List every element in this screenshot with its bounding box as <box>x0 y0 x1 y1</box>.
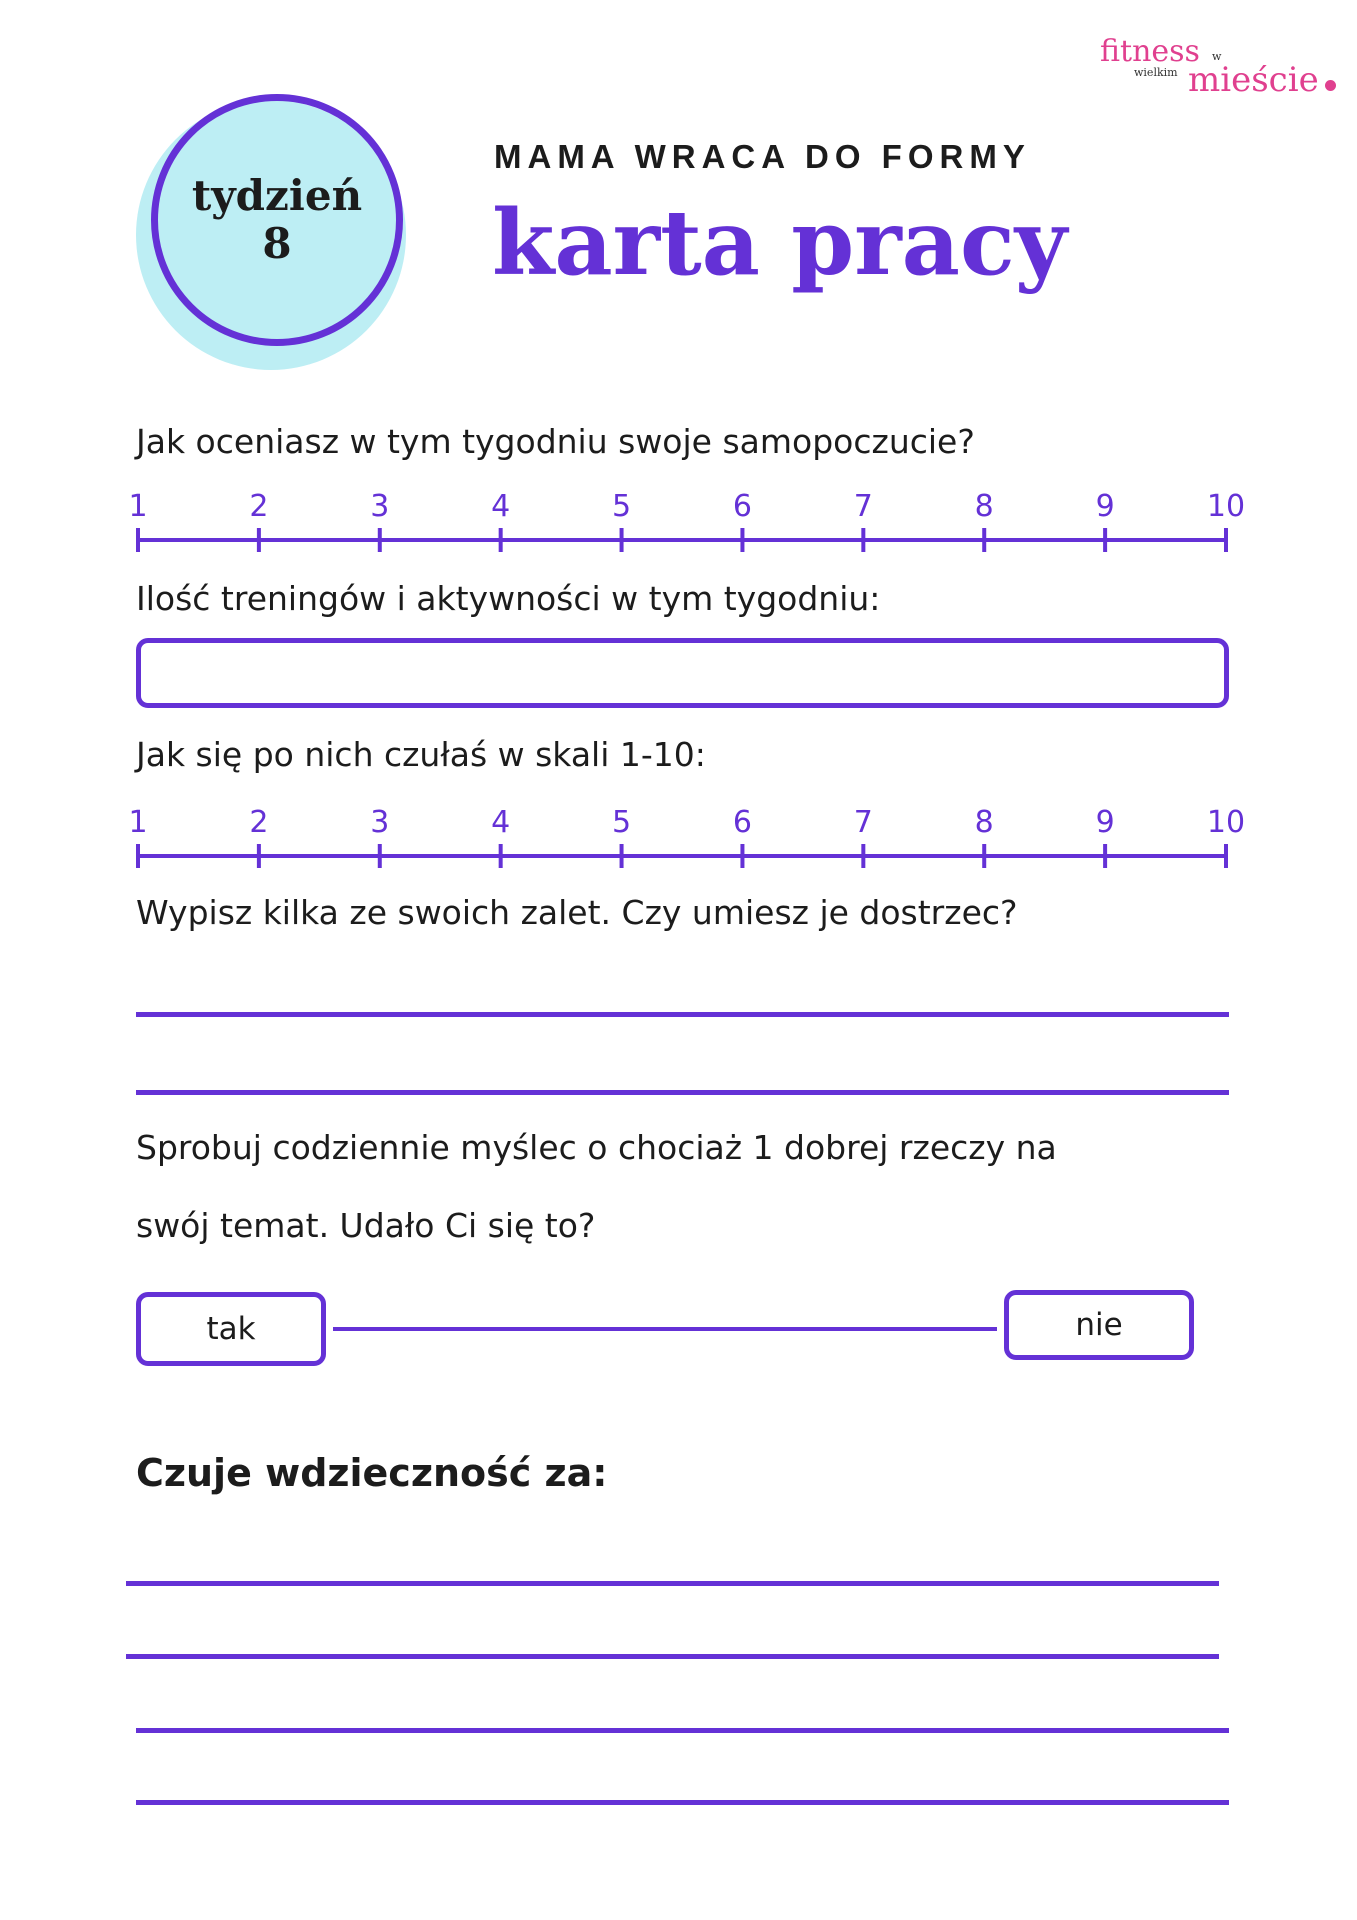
brand-logo <box>1100 30 1340 100</box>
yes-option-button[interactable] <box>136 1292 326 1366</box>
question-training-feeling: Jak się po nich czułaś w skali 1-10: <box>136 735 706 774</box>
training-feeling-scale[interactable] <box>120 798 1250 878</box>
scale-label-10: 10 <box>1206 805 1246 840</box>
question-positive-thought-line2: swój temat. Udało Ci się to? <box>136 1206 596 1245</box>
gratitude-answer-line[interactable] <box>126 1581 1219 1586</box>
scale-label-10: 10 <box>1206 489 1246 524</box>
wellbeing-scale[interactable] <box>120 482 1250 562</box>
scale-label-5: 5 <box>612 489 632 524</box>
scale-label-2: 2 <box>249 805 269 840</box>
training-count-field[interactable] <box>136 638 1229 708</box>
logo-word-wielkim: wielkim <box>1134 66 1178 79</box>
question-strengths: Wypisz kilka ze swoich zalet. Czy umiesz je dostrzec? <box>136 893 1018 932</box>
badge-number: 8 <box>262 219 292 268</box>
strengths-answer-line[interactable] <box>136 1090 1229 1095</box>
logo-word-w: w <box>1212 50 1222 63</box>
scale-label-3: 3 <box>370 489 390 524</box>
strengths-answer-line[interactable] <box>136 1012 1229 1017</box>
badge-label: tydzień <box>191 171 363 220</box>
no-option-label: nie <box>1075 1307 1123 1343</box>
gratitude-answer-line[interactable] <box>126 1654 1219 1659</box>
scale-label-5: 5 <box>612 805 632 840</box>
week-badge <box>151 94 403 346</box>
scale-label-6: 6 <box>732 489 752 524</box>
yes-option-label: tak <box>206 1311 256 1347</box>
question-positive-thought-line1: Sprobuj codziennie myślec o chociaż 1 dobrej rzeczy na <box>136 1128 1057 1167</box>
yes-no-connector <box>333 1327 997 1331</box>
scale-label-7: 7 <box>853 489 873 524</box>
scale-label-8: 8 <box>974 805 994 840</box>
scale-label-1: 1 <box>128 805 148 840</box>
scale-label-9: 9 <box>1095 805 1115 840</box>
logo-word-fitness: fitness <box>1100 34 1200 69</box>
logo-word-miescie: mieście <box>1188 60 1319 100</box>
question-gratitude: Czuje wdzieczność za: <box>136 1451 608 1495</box>
no-option-button[interactable] <box>1004 1290 1194 1360</box>
gratitude-answer-line[interactable] <box>136 1800 1229 1805</box>
scale-label-7: 7 <box>853 805 873 840</box>
scale-label-4: 4 <box>491 805 511 840</box>
question-wellbeing: Jak oceniasz w tym tygodniu swoje samopoczucie? <box>136 422 975 461</box>
scale-label-6: 6 <box>732 805 752 840</box>
scale-label-3: 3 <box>370 805 390 840</box>
scale-label-1: 1 <box>128 489 148 524</box>
page-subtitle: MAMA WRACA DO FORMY <box>494 138 1031 175</box>
question-training-count: Ilość treningów i aktywności w tym tygodniu: <box>136 579 881 618</box>
scale-label-8: 8 <box>974 489 994 524</box>
logo-dot-icon <box>1325 80 1336 91</box>
scale-label-2: 2 <box>249 489 269 524</box>
page-title: karta pracy <box>492 190 1068 296</box>
gratitude-answer-line[interactable] <box>136 1728 1229 1733</box>
scale-label-4: 4 <box>491 489 511 524</box>
scale-label-9: 9 <box>1095 489 1115 524</box>
